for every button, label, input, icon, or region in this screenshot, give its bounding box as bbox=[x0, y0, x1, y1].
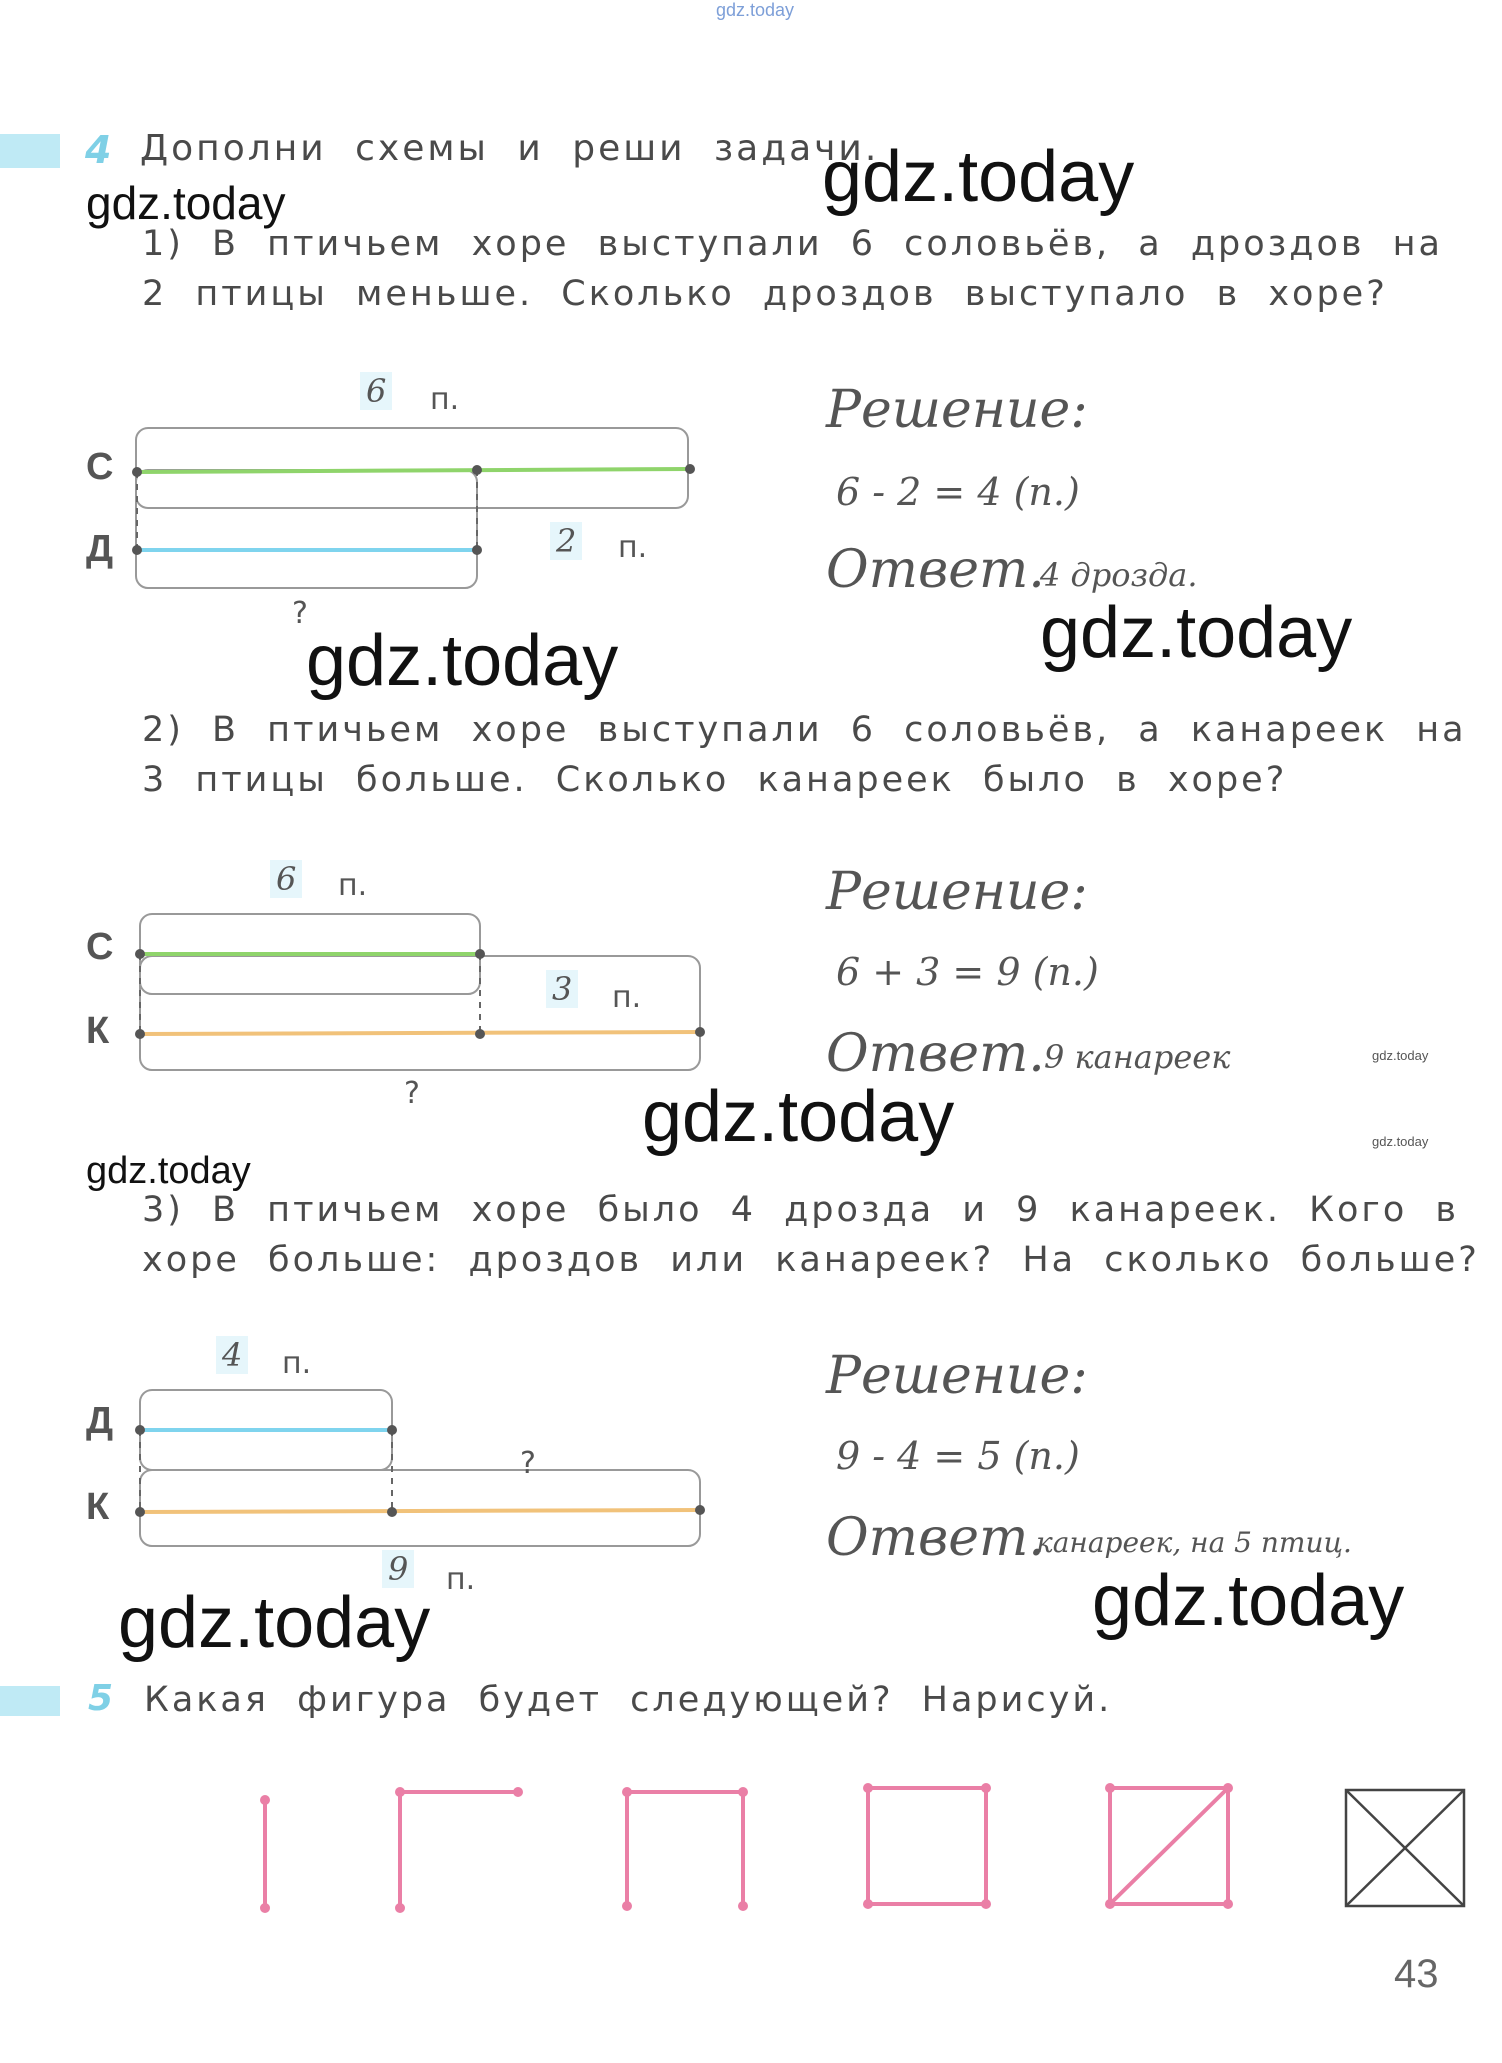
schema3-bottom-unit: п. bbox=[446, 1562, 476, 1597]
task4-title: Дополни схемы и реши задачи. bbox=[140, 128, 880, 169]
schema2-top-value: 6 bbox=[270, 860, 302, 898]
solution3-label: Решение: bbox=[826, 1346, 1088, 1406]
problem1-line1: 1) В птичьем хоре выступали 6 соловьёв, а дроздов на bbox=[142, 224, 1443, 264]
schema1-top-value: 6 bbox=[360, 372, 392, 410]
schema3-bottom-value: 9 bbox=[382, 1550, 414, 1588]
problem2-line1: 2) В птичьем хоре выступали 6 соловьёв, а канареек на bbox=[142, 710, 1467, 750]
watermark-tiny-2: gdz.today bbox=[1372, 1134, 1429, 1149]
schema1-left-bracket bbox=[136, 470, 477, 588]
schema1-top-unit: п. bbox=[430, 382, 460, 417]
figure-1 bbox=[260, 1795, 270, 1913]
task5-number: 5 bbox=[88, 1678, 114, 1719]
schema1-row2-label: Д bbox=[86, 528, 114, 570]
page-number: 43 bbox=[1394, 1952, 1439, 1996]
task4-number: 4 bbox=[85, 128, 112, 172]
schema2-question: ? bbox=[404, 1076, 420, 1111]
solution2-label: Решение: bbox=[826, 862, 1088, 922]
figure-5 bbox=[1105, 1783, 1233, 1909]
task5-tab-marker bbox=[0, 1686, 60, 1716]
problem1-line2: 2 птицы меньше. Сколько дроздов выступало в хоре? bbox=[142, 274, 1388, 314]
answer3-text: канареек, на 5 птиц. bbox=[1036, 1526, 1352, 1559]
schema3-bottom-bracket bbox=[140, 1470, 700, 1546]
watermark-1: gdz.today bbox=[86, 177, 286, 229]
answer2-text: 9 канареек bbox=[1044, 1038, 1231, 1076]
problem2-line2: 3 птицы больше. Сколько канареек было в хоре? bbox=[142, 760, 1288, 800]
schema3-diff-question: ? bbox=[520, 1446, 536, 1481]
task5-figures bbox=[260, 1783, 1233, 1913]
watermark-8: gdz.today bbox=[118, 1583, 431, 1663]
answer3-label: Ответ. bbox=[826, 1508, 1045, 1568]
schema1-lines bbox=[132, 428, 695, 588]
answer1-text: 4 дрозда. bbox=[1040, 556, 1198, 594]
schema3-row1-label: Д bbox=[86, 1400, 114, 1442]
watermark-5: gdz.today bbox=[642, 1077, 955, 1157]
problem3-line2: хоре больше: дроздов или канареек? На сколько больше? bbox=[142, 1240, 1480, 1280]
answer1-label: Ответ. bbox=[826, 540, 1045, 600]
problem3-line1: 3) В птичьем хоре было 4 дрозда и 9 канареек. Кого в bbox=[142, 1190, 1459, 1230]
figure-6-answer bbox=[1346, 1790, 1464, 1906]
watermark-2: gdz.today bbox=[822, 137, 1135, 217]
solution1-equation: 6 - 2 = 4 (п.) bbox=[836, 470, 1080, 514]
schema1-diff-value: 2 bbox=[550, 522, 582, 560]
watermark-top: gdz.today bbox=[716, 0, 795, 20]
schema1-diff-unit: п. bbox=[618, 530, 648, 565]
schema2-row1-label: С bbox=[86, 926, 114, 968]
schema2-line-k bbox=[140, 1032, 700, 1034]
watermark-6: gdz.today bbox=[86, 1150, 251, 1192]
figure-2 bbox=[395, 1787, 523, 1913]
schema3-line-k bbox=[140, 1510, 700, 1512]
schema1-question: ? bbox=[292, 596, 308, 631]
solution2-equation: 6 + 3 = 9 (п.) bbox=[836, 950, 1099, 994]
schema2-diff-value: 3 bbox=[546, 970, 578, 1008]
schema1-row1-label: С bbox=[86, 446, 114, 488]
schema3-lines bbox=[135, 1390, 705, 1546]
watermark-3: gdz.today bbox=[1040, 593, 1353, 673]
schema2-row2-label: К bbox=[86, 1010, 110, 1052]
schema3-top-unit: п. bbox=[282, 1346, 312, 1381]
schema3-row2-label: К bbox=[86, 1486, 110, 1528]
figure-3 bbox=[622, 1787, 748, 1911]
figure-4 bbox=[863, 1783, 991, 1909]
solution1-label: Решение: bbox=[826, 380, 1088, 440]
solution3-equation: 9 - 4 = 5 (п.) bbox=[836, 1434, 1080, 1478]
watermark-4: gdz.today bbox=[306, 621, 619, 701]
watermark-7: gdz.today bbox=[1092, 1561, 1405, 1641]
schema2-diff-unit: п. bbox=[612, 980, 642, 1015]
schema2-top-unit: п. bbox=[338, 868, 368, 903]
answer2-label: Ответ. bbox=[826, 1024, 1045, 1084]
watermark-tiny-1: gdz.today bbox=[1372, 1048, 1429, 1063]
schema3-top-value: 4 bbox=[216, 1336, 248, 1374]
task5-title: Какая фигура будет следующей? Нарисуй. bbox=[144, 1680, 1113, 1720]
